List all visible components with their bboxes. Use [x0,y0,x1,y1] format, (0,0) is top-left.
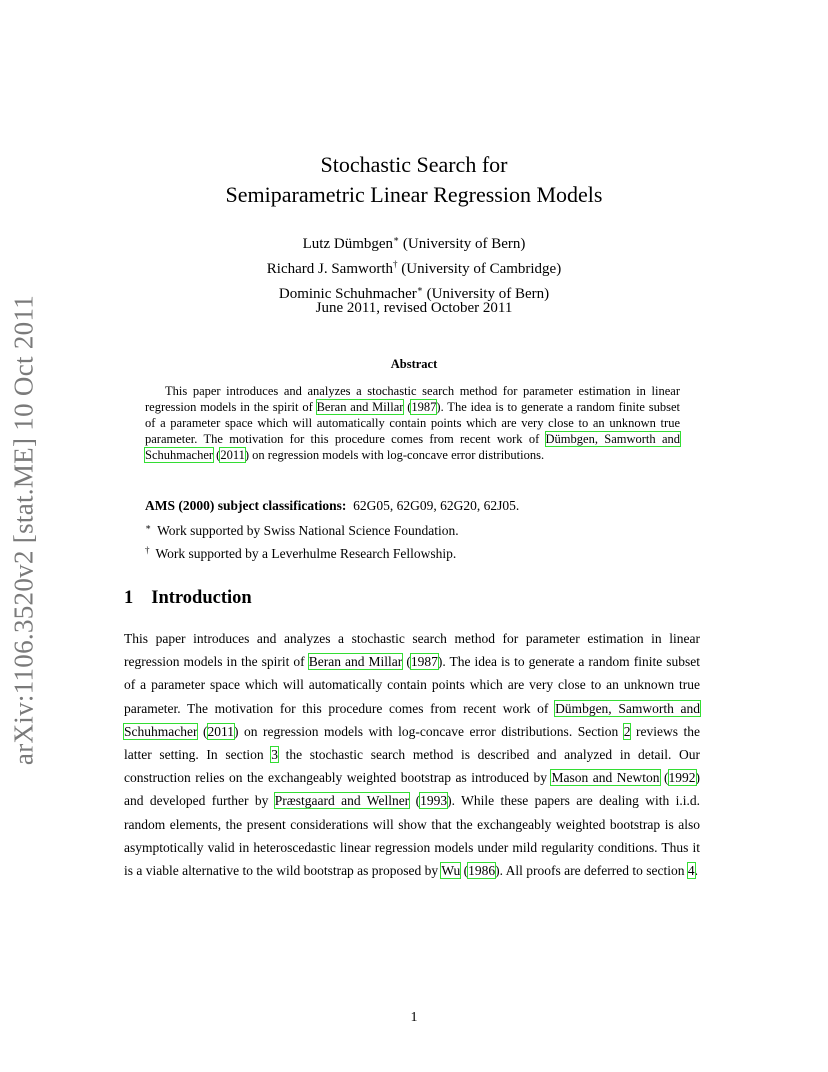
body-text: reviews the latter setting. In section [124,723,700,763]
footnote-text: Work supported by Swiss National Science Foundation. [157,523,459,538]
citation-link[interactable]: Dümbgen, Samworth and Schuhmacher [145,432,680,462]
footnote-mark: † [145,545,150,555]
body-text: ). All proofs are deferred to section [495,863,688,879]
citation-year-link[interactable]: 1987 [411,400,437,414]
author-affiliation: (University of Cambridge) [397,261,562,277]
author-affiliation: (University of Bern) [422,286,550,302]
author-list [0,229,828,304]
author-name: Lutz Dümbgen [302,236,394,252]
citation-link[interactable]: Beran and Millar [316,400,404,414]
citation-link[interactable]: Dümbgen, Samworth and Schuhmacher [124,700,700,739]
citation-year-link[interactable]: 2011 [207,723,234,739]
body-text: ) on regression models with log-concave error distributions. Section [234,723,624,739]
citation-link[interactable]: Beran and Millar [308,654,403,670]
body-text: ( [460,863,469,879]
body-text: ( [402,654,411,670]
body-text: ). While these papers are dealing with i.i.d. random elements, the present considerations will show that the exchangeably weighted bootstrap is also asymptotically valid in heteroscedastic linear regression models under mild regularity conditions. Thus it is a viable alternative to the wild bootstrap as proposed by [124,793,700,879]
section-number: 1 [124,588,134,608]
citation-link[interactable]: Mason and Newton [551,770,660,786]
body-text: . [694,863,698,879]
author-mark: † [393,259,398,269]
citation-year-link[interactable]: 1987 [410,654,438,670]
paper-date: June 2011, revised October 2011 [315,300,513,316]
abstract-text: ( [213,448,221,462]
body-text: the stochastic search method is described and analyzed in detail. Our construction relies on the exchangeably weighted bootstrap as introduced by [124,747,700,786]
abstract-text: ( [403,400,412,414]
paper-title-line-2: Semiparametric Linear Regression Models [225,182,603,207]
footnote [145,522,459,539]
body-text: ( [197,723,208,739]
ams-label: AMS (2000) subject classifications: [145,498,347,513]
abstract-body [145,383,680,463]
introduction-paragraph [124,627,700,882]
author-affiliation: (University of Bern) [399,236,526,252]
section-title: Introduction [151,588,252,608]
citation-year-link[interactable]: 1993 [420,793,448,809]
body-text: ( [659,770,669,786]
section-ref-link[interactable]: 4 [687,863,695,879]
body-text: ( [409,793,421,809]
author-mark: ∗ [393,234,400,244]
body-text: ) and developed further by [124,770,701,809]
arxiv-identifier: arXiv:1106.3520v2 [stat.ME] 10 Oct 2011 [8,294,39,766]
section-ref-link[interactable]: 2 [623,723,631,739]
footnote-text: Work supported by a Leverhulme Research Fellowship. [155,546,457,561]
abstract-heading: Abstract [390,357,438,371]
citation-link[interactable]: Wu [441,863,461,879]
author-name: Richard J. Samworth [266,261,393,277]
footnote [145,545,456,562]
page-number: 1 [410,1010,418,1025]
citation-link[interactable]: Præstgaard and Wellner [274,793,410,809]
footnote-mark: ∗ [145,522,152,532]
section-heading [124,588,252,609]
ams-classification [145,498,519,514]
author-line [0,254,828,279]
author-line [0,229,828,254]
abstract-text: This paper introduces and analyzes a stochastic search method for parameter estimation in linear regression models in the spirit of [145,384,680,414]
abstract-text: ). The idea is to generate a random finite subset of a parameter space which will automatically contain points which are very close to an unknown true parameter. The motivation for this procedure comes from recent work of [145,400,680,446]
ams-codes: 62G05, 62G09, 62G20, 62J05. [353,498,520,513]
abstract-text: ) on regression models with log-concave error distributions. [244,448,545,462]
citation-year-link[interactable]: 2011 [220,448,245,462]
section-ref-link[interactable]: 3 [271,747,278,763]
author-mark: ∗ [416,284,423,294]
author-name: Dominic Schuhmacher [278,286,417,302]
citation-year-link[interactable]: 1992 [668,770,696,786]
body-text: This paper introduces and analyzes a stochastic search method for parameter estimation in linear regression models in the spirit of [124,631,700,670]
citation-year-link[interactable]: 1986 [468,863,496,879]
body-text: ). The idea is to generate a random finite subset of a parameter space which will automatically contain points which are very close to an unknown true parameter. The motivation for this procedure comes from recent work of [124,654,700,716]
paper-title-line-1: Stochastic Search for [320,152,508,177]
